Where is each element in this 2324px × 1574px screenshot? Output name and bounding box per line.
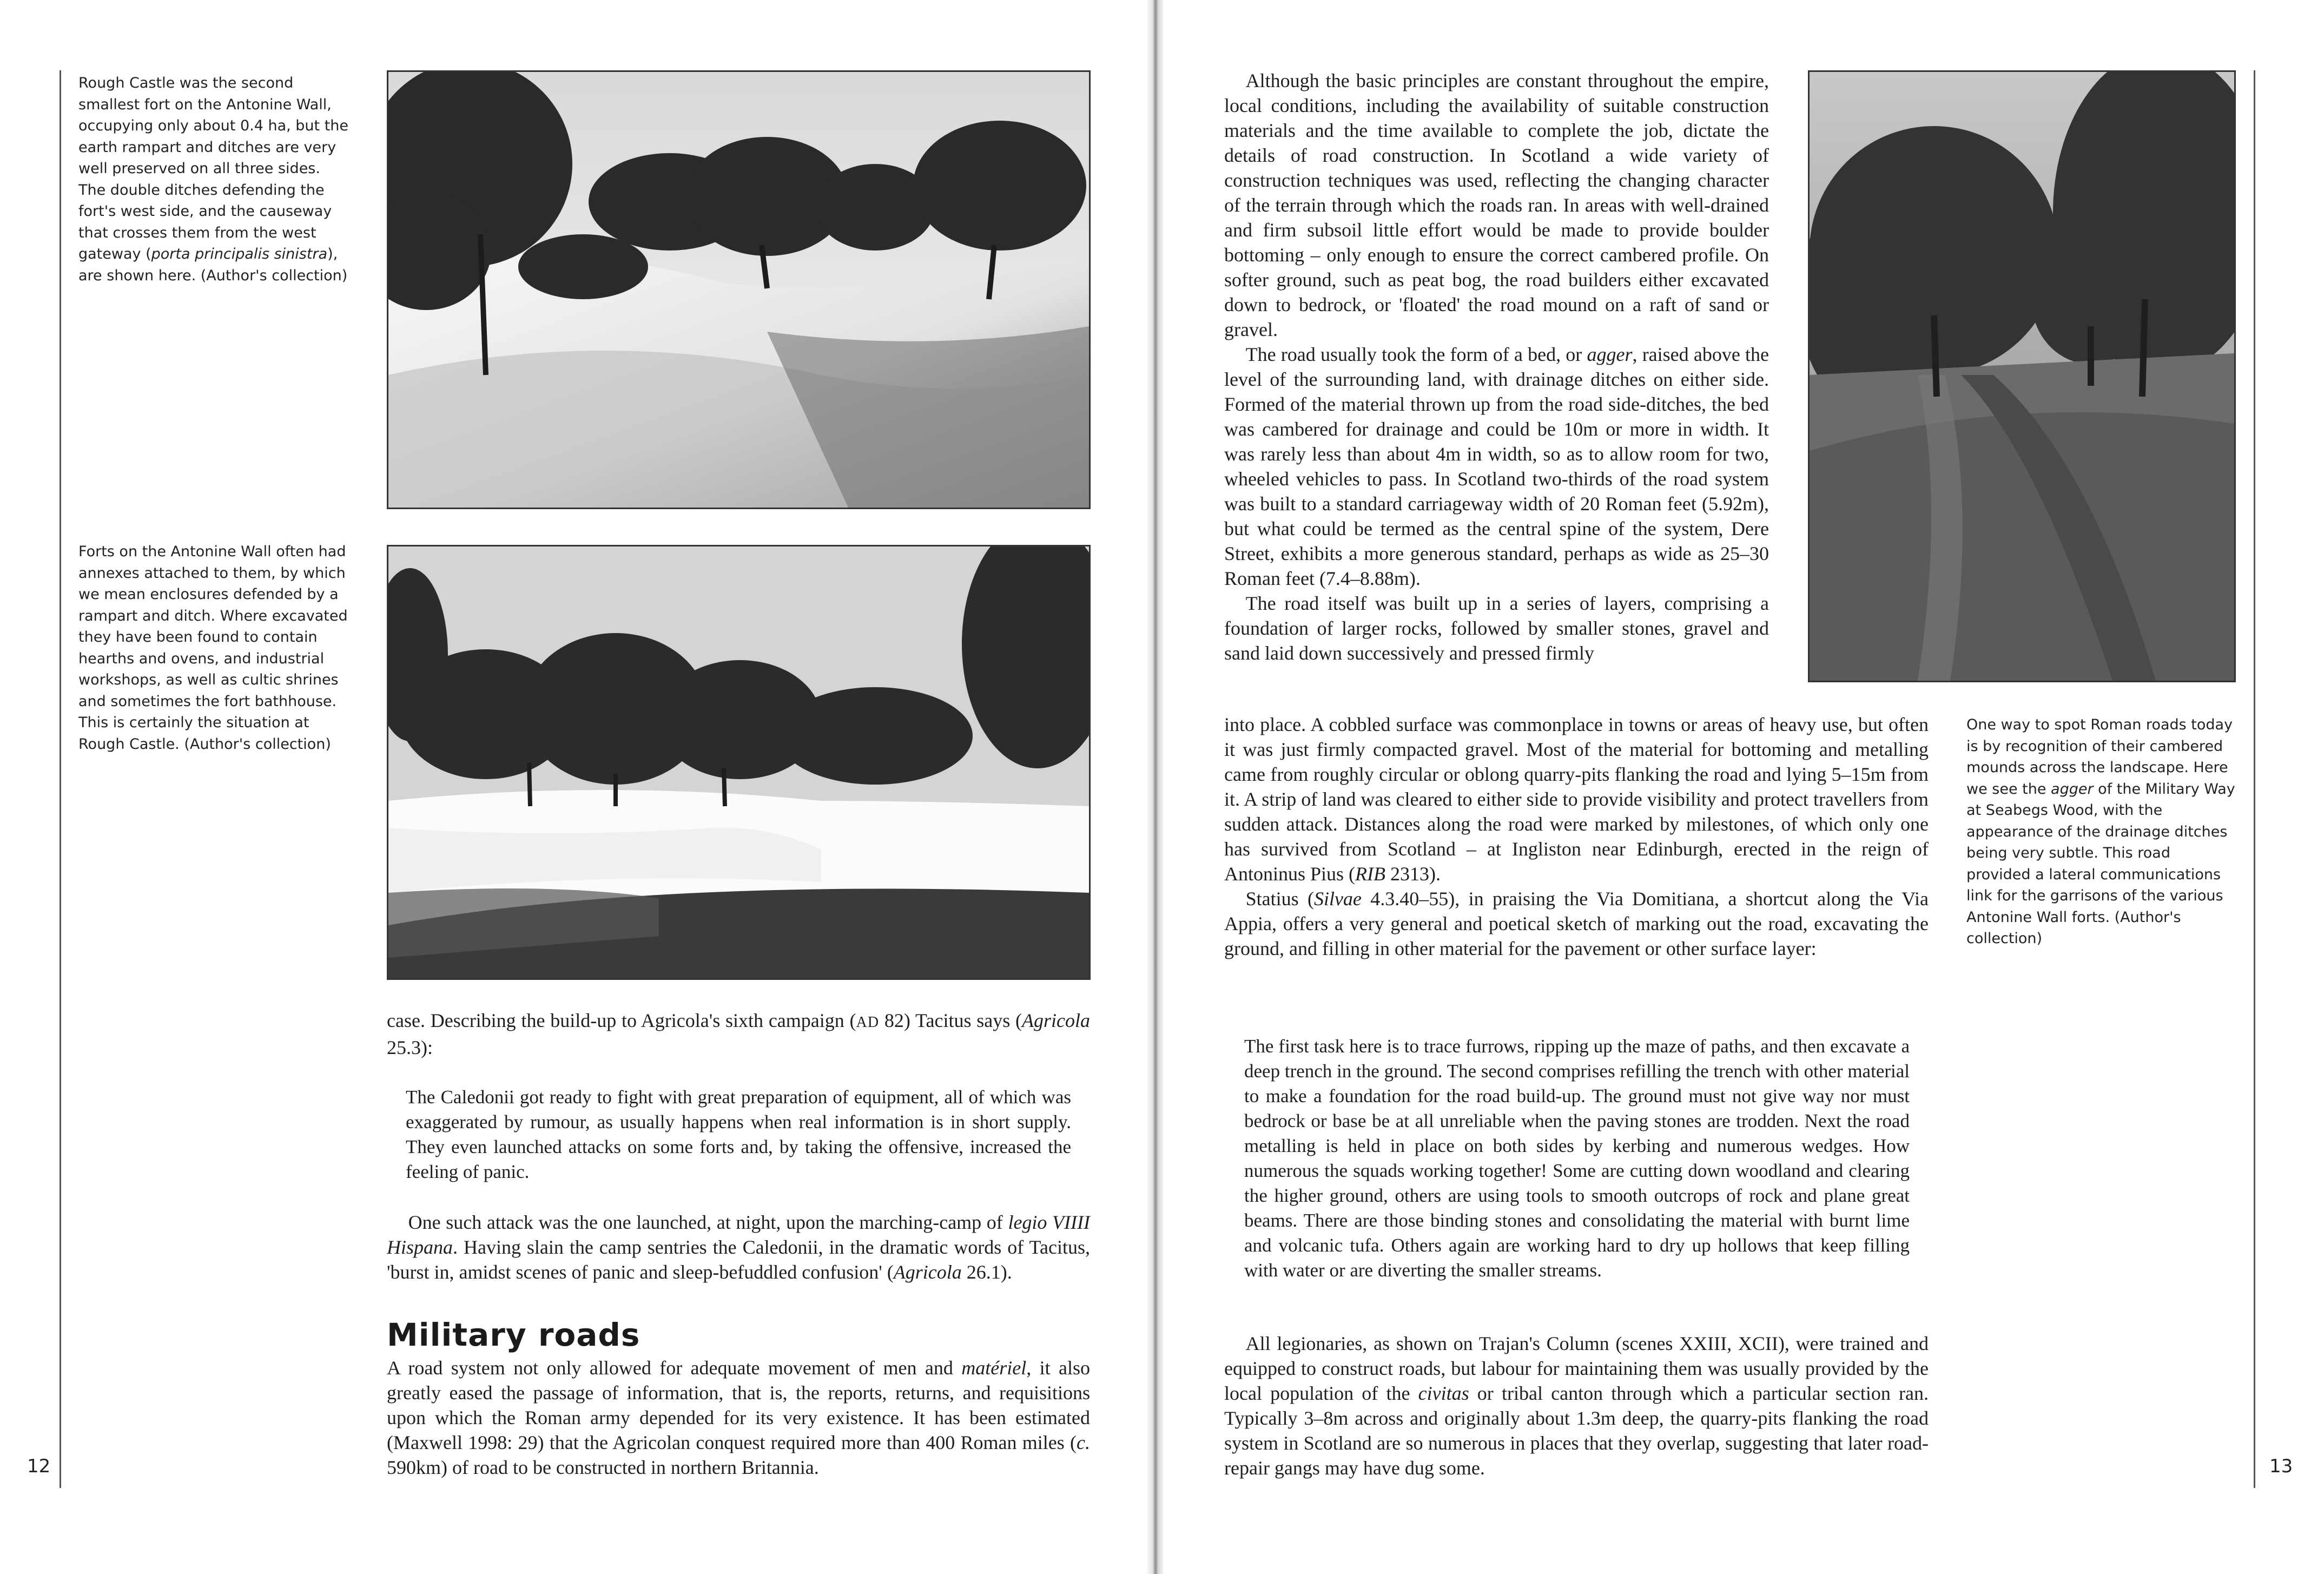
photo-caption-rough-castle-annexe: Forts on the Antonine Wall often had annexes attached to them, by which we mean enclosures defended by a rampart and ditch. Where excavated they have been found to contain hearths and ovens, and industrial workshops, as well as cultic shrines and sometimes the fort bathhouse. This is certainly the situation at Rough Castle. (Author's collection) [78, 543, 348, 753]
left-margin-rule [60, 70, 61, 1488]
paragraph-campaign-intro [387, 1008, 1090, 1060]
paragraph-road-system-text: A road system not only allowed for adequate movement of men and matériel, it also greatly eased the passage of information, that is, the reports, returns, and requisitions upon which the Roman army depended for its very existence. It has been estimated (Maxwell 1998: 29) that the Agricolan conquest required more than 400 Roman miles (c. 590km) of road to be constructed in northern Britannia. [387, 1357, 1090, 1478]
paragraph-agger: The road usually took the form of a bed, or agger, raised above the level of the surrounding land, with drainage ditches on either side. Formed of the material thrown up from the road side-ditches, the bed was cambered for drainage and could be 10m or more in width. It was rarely less than about 4m in width, so as to allow room for two, wheeled vehicles to pass. In Scotland two-thirds of the road system was built to a standard carriageway width of 20 Roman feet (5.92m), but what could be termed as the central spine of the system, Dere Street, exhibits a more generous standard, perhaps as wide as 25–30 Roman feet (7.4–8.88m). [1224, 344, 1769, 589]
photo-caption-seabegs-wood: One way to spot Roman roads today is by recognition of their cambered mounds across the landscape. Here we see the agger of the Military Way at Seabegs Wood, with the appearance of the drainage ditches being very subtle. This road provided a lateral communications link for the garrisons of the various Antonine Wall forts. (Author's collection) [1966, 716, 2235, 947]
photo-rough-castle-ditches [387, 70, 1091, 509]
photo-rough-castle-ditches-image [388, 72, 1089, 508]
photo-rough-castle-annexe [387, 545, 1091, 980]
photo-caption-rough-castle-ditches: Rough Castle was the second smallest fort on the Antonine Wall, occupying only about 0.4 ha, but the earth rampart and ditches are very well preserved on all three sides. The double ditches defending the fort's west side, and the causeway that crosses them from the west gateway (porta principalis sinistra), are shown here. (Author's collection) [78, 75, 349, 284]
right-margin-rule [2254, 70, 2255, 1488]
blockquote-tacitus [406, 1085, 1071, 1184]
photo-seabegs-wood-road [1808, 70, 2236, 682]
column-lower [1224, 712, 1929, 961]
section-heading-military-roads: Military roads [387, 1316, 641, 1353]
left-page [0, 0, 1152, 1574]
paragraph-statius: Statius (Silvae 4.3.40–55), in praising the Via Domitiana, a shortcut along the Via Appia, offers a very general and poetical sketch of marking out the road, excavating the ground, and filling in other material for the pavement or other surface layer: [1224, 888, 1929, 959]
paragraph-night-attack [387, 1210, 1090, 1285]
page-number-left: 12 [27, 1456, 51, 1477]
blockquote-statius-text: The first task here is to trace furrows, ripping up the maze of paths, and then excavate a deep trench in the ground. The second comprises refilling the trench with other material to make a foundation for the road build-up. The ground must not give way nor must bedrock or base be at all unreliable when the paving stones are trodden. Next the road metalling is held in place on both sides by kerbing and numerous wedges. How numerous the squads working together! Some are cutting down woodland and clearing the higher ground, others are using tools to smooth outcrops of rock and plane great beams. There are those binding stones and consolidating the material with burnt lime and volcanic tufa. Others again are working hard to dry up hollows that keep filling with water or are diverting the smaller streams. [1244, 1036, 1910, 1281]
paragraph-layers-continued: into place. A cobbled surface was commonplace in towns or areas of heavy use, but often it was just firmly compacted gravel. Most of the material for bottoming and metalling came from roughly circular or oblong quarry-pits flanking the road and lying 5–15m from it. A strip of land was cleared to either side to provide visibility and protect travellers from sudden attack. Distances along the road were marked by milestones, of which only one has survived from Scotland – at Ingliston near Edinburgh, erected in the reign of Antoninus Pius (RIB 2313). [1224, 714, 1929, 885]
blockquote-tacitus-text: The Caledonii got ready to fight with great preparation of equipment, all of which was exaggerated by rumour, as usually happens when real information is in short supply. They even launched attacks on some forts and, by taking the offensive, increased the feeling of panic. [406, 1086, 1071, 1182]
column-upper [1224, 68, 1769, 666]
paragraph-layers-start: The road itself was built up in a series of layers, comprising a foundation of larger rocks, followed by smaller stones, gravel and sand laid down successively and pressed firmly [1224, 592, 1769, 664]
page-number-right: 13 [2269, 1456, 2293, 1477]
book-gutter [1146, 0, 1165, 1574]
paragraph-campaign-intro-text: case. Describing the build-up to Agricola's sixth campaign (AD 82) Tacitus says (Agricola 25.3): [387, 1010, 1090, 1058]
paragraph-legionaries-text: All legionaries, as shown on Trajan's Column (scenes XXIII, XCII), were trained and equipped to construct roads, but labour for maintaining them was usually provided by the local population of the civitas or tribal canton through which a particular section ran. Typically 3–8m across and originally about 1.3m deep, the quarry-pits flanking the road system in Scotland are so numerous in places that they overlap, suggesting that later road-repair gangs may have dug some. [1224, 1333, 1929, 1479]
paragraph-night-attack-text: One such attack was the one launched, at night, upon the marching-camp of legio VIIII Hispana. Having slain the camp sentries the Caledonii, in the dramatic words of Tacitus, 'burst in, amidst scenes of panic and sleep-befuddled confusion' (Agricola 26.1). [387, 1211, 1090, 1283]
paragraph-road-system [387, 1355, 1090, 1480]
blockquote-statius [1244, 1034, 1910, 1283]
photo-rough-castle-annexe-image [388, 546, 1089, 978]
paragraph-local-conditions: Although the basic principles are constant throughout the empire, local conditions, including the availability of suitable construction materials and the time available to complete the job, dictate the details of road construction. In Scotland a wide variety of construction techniques was used, reflecting the changing character of the terrain through which the roads ran. In areas with well-drained and firm subsoil little effort would be made to provide boulder bottoming – only enough to ensure the correct cambered profile. On softer ground, such as peat bog, the road builders either excavated down to bedrock, or 'floated' the road mound on a raft of sand or gravel. [1224, 70, 1769, 340]
photo-seabegs-wood-road-image [1810, 72, 2234, 681]
paragraph-legionaries [1224, 1331, 1929, 1480]
right-page [1163, 0, 2324, 1574]
